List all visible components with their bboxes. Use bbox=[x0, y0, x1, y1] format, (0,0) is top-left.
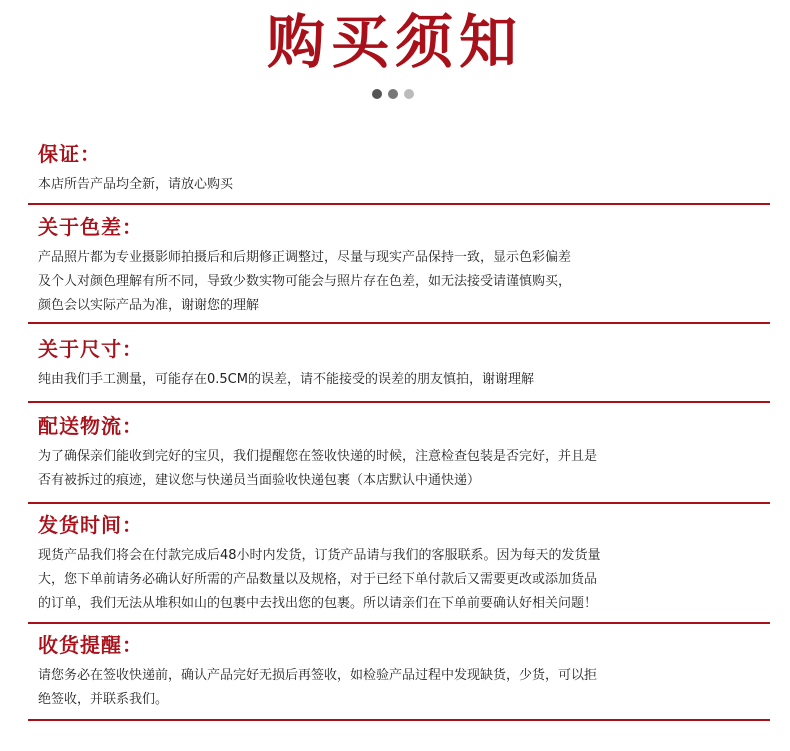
section-body: 纯由我们手工测量，可能存在0.5CM的误差，请不能接受的误差的朋友慎拍，谢谢理解 bbox=[38, 372, 534, 387]
dot-2 bbox=[388, 89, 398, 99]
section-heading: 关于色差： bbox=[38, 215, 143, 239]
section-divider bbox=[28, 203, 770, 205]
dot-1 bbox=[372, 89, 382, 99]
section-heading: 收货提醒： bbox=[38, 633, 143, 657]
section-heading: 发货时间： bbox=[38, 513, 143, 537]
section-shipping bbox=[38, 413, 770, 493]
section-body: 本店所告产品均全新，请放心购买 bbox=[38, 177, 234, 192]
section-body: 请您务必在签收快递前，确认产品完好无损后再签收，如检验产品过程中发现缺货，少货，可以拒 绝签收，并联系我们。 bbox=[38, 668, 598, 707]
section-receipt-reminder bbox=[38, 632, 770, 712]
section-body: 现货产品我们将会在付款完成后48小时内发货，订货产品请与我们的客服联系。因为每天的发货量 大，您下单前请务必确认好所需的产品数量以及规格，对于已经下单付款后又需要更改或添加货品 的订单，我们无法从堆积如山的包裹中去找出您的包裹。所以请亲们在下单前要确认好相关问题！ bbox=[38, 548, 601, 611]
section-heading: 保证： bbox=[38, 142, 101, 166]
section-guarantee bbox=[38, 141, 770, 197]
section-size bbox=[38, 336, 770, 392]
section-delivery-time bbox=[38, 512, 770, 616]
dot-3 bbox=[404, 89, 414, 99]
section-heading: 关于尺寸： bbox=[38, 337, 143, 361]
pagination-dots bbox=[372, 89, 414, 99]
section-divider bbox=[28, 401, 770, 403]
section-divider bbox=[28, 719, 770, 721]
section-heading: 配送物流： bbox=[38, 414, 143, 438]
section-divider bbox=[28, 502, 770, 504]
section-body: 产品照片都为专业摄影师拍摄后和后期修正调整过，尽量与现实产品保持一致，显示色彩偏差 及个人对颜色理解有所不同，导致少数实物可能会与照片存在色差，如无法接受请谨慎购买， 颜色会以实际产品为准，谢谢您的理解 bbox=[38, 250, 572, 313]
page-title: 购买须知 bbox=[266, 8, 523, 76]
section-color-difference bbox=[38, 214, 770, 318]
section-divider bbox=[28, 322, 770, 324]
section-body: 为了确保亲们能收到完好的宝贝，我们提醒您在签收快递的时候，注意检查包装是否完好，并且是 否有被拆过的痕迹，建议您与快递员当面验收快递包裹（本店默认中通快递） bbox=[38, 449, 598, 488]
section-divider bbox=[28, 622, 770, 624]
